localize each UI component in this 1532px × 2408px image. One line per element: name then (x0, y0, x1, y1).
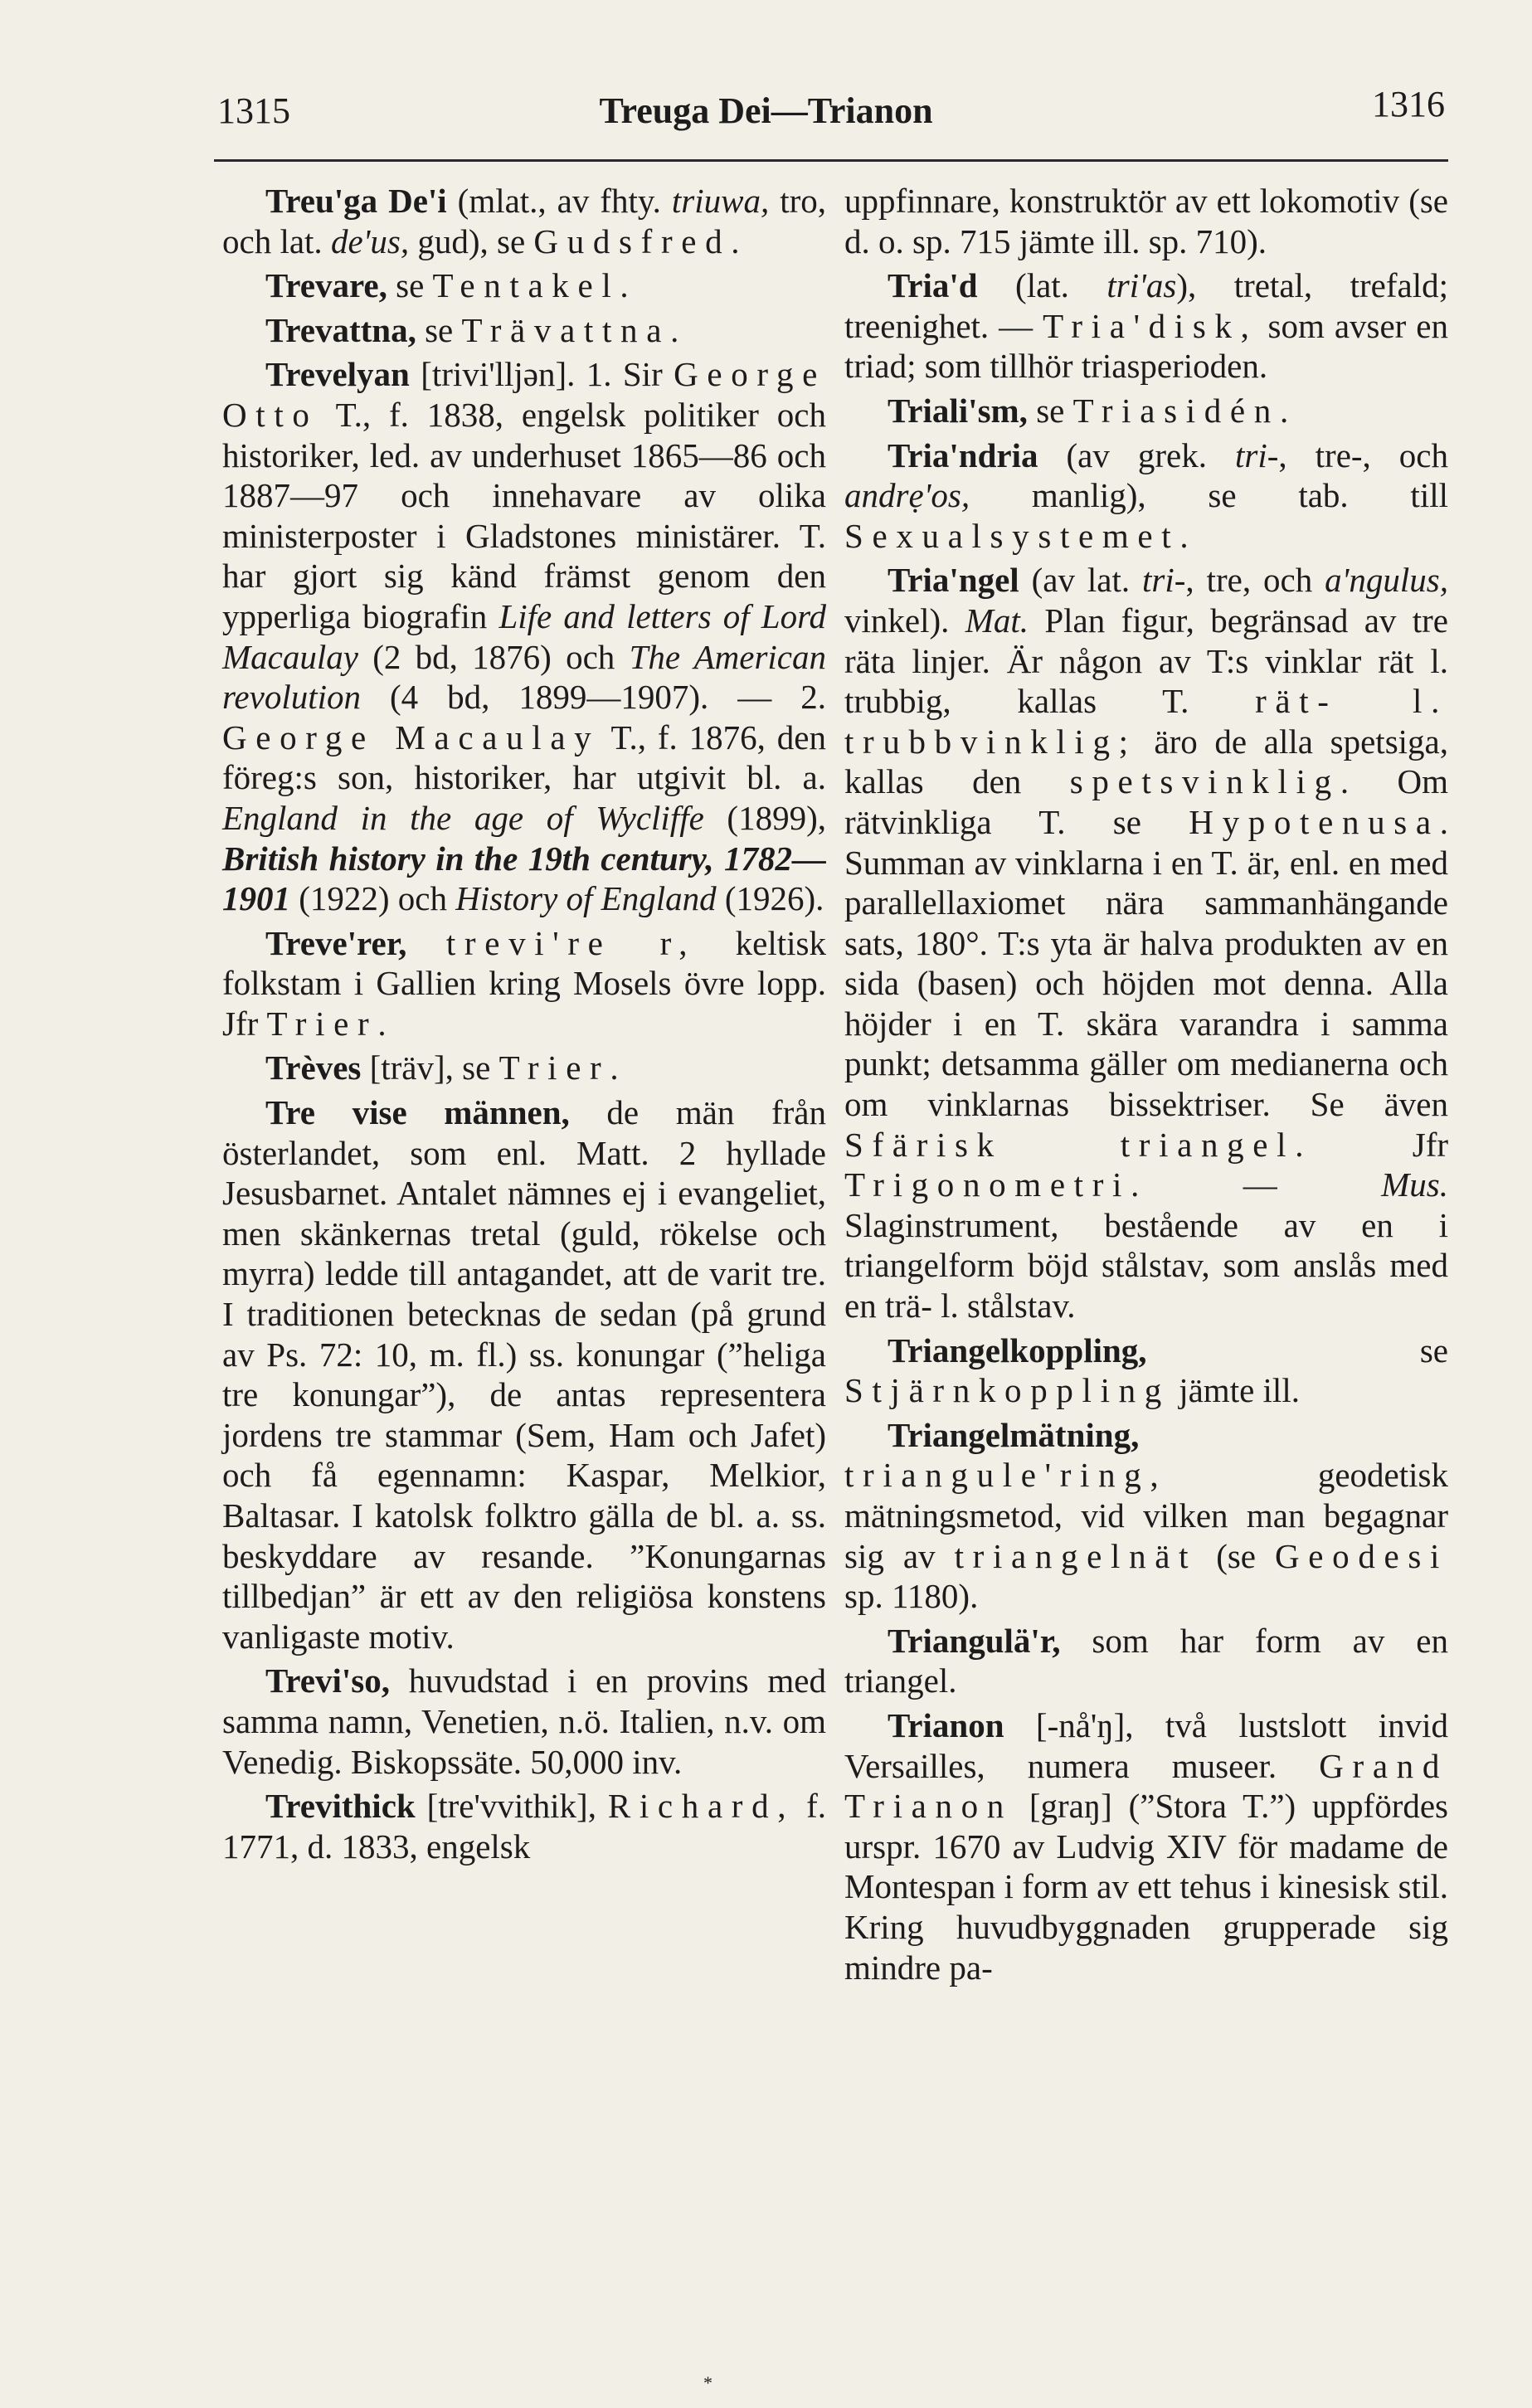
right-page-number: 1316 (1372, 84, 1445, 124)
cross-reference: Trier (499, 1048, 610, 1087)
entry-trialism: Triali'sm, se Triasidén. (888, 391, 1289, 430)
entry-treuga-dei: Treu'ga De'i (mlat., av fhty. triuwa, tro, och lat. de'us, gud), se Gudsfred. (222, 182, 826, 260)
entry-trevelyan: Trevelyan [trivi'lljən]. 1. Sir George Otto T., f. 1838, engelsk politiker och historiker, led. av underhuset 1865—86 och 1887—97 och innehavare av olika ministerposter i Gladstones ministärer. T. har gjort sig känd främst genom den ypperliga biografin Life and letters of Lord Macaulay (2 bd, 1876) och The American revolution (4 bd, 1899—1907). — 2. George Macaulay T., f. 1876, den föreg:s son, historiker, har utgivit bl. a. England in the age of Wycliffe (1899), British history in the 19th century, 1782—1901 (1922) och History of England (1926). (222, 355, 826, 918)
headword: Tria'd (888, 266, 978, 305)
headword: Trevelyan (265, 355, 410, 394)
right-column (844, 181, 1448, 1992)
headword: Tre vise männen, (265, 1093, 570, 1132)
headword: Trevithick (265, 1787, 416, 1826)
headword: Treu'ga De'i (265, 182, 447, 220)
entry-trevattna: Trevattna, se Trävattna. (265, 310, 679, 349)
cross-reference: Tentakel (432, 266, 620, 305)
entry-treverer: Treve'rer, trevi're r, keltisk folkstam i Gallien kring Mosels övre lopp. Jfr Trier. (222, 923, 827, 1043)
signature-mark: * (703, 2372, 713, 2393)
headword: Trianon (888, 1705, 1004, 1744)
header-rule (214, 159, 1448, 162)
entry-triandria: Tria'ndria (av grek. tri-, tre-, och andrẹ'os, manlig), se tab. till Sexualsystemet. (844, 435, 1449, 555)
entry-trianon: Trianon [-nå'ŋ], två lustslott invid Versailles, numera museer. Grand Trianon [graŋ] (”Stora T.”) uppfördes urspr. 1670 av Ludvig XIV för madame de Montespan i form av ett tehus i kinesisk stil. Kring huvudbyggnaden grupperade sig mindre pa- (844, 1705, 1448, 1987)
left-column (222, 181, 826, 1870)
headword: Trevi'so, (265, 1661, 390, 1700)
headword: Trevattna, (265, 310, 416, 349)
entry-triangelkoppling: Triangelkoppling, se Stjärnkoppling jämte ill. (844, 1330, 1448, 1410)
entry-tre-vise-mannen: Tre vise männen, de män från österlandet, som enl. Matt. 2 hyllade Jesusbarnet. Antalet nämnes ej i evangeliet, men skänkernas tretal (guld, rökelse och myrra) ledde till antagandet, att de varit tre. I traditionen betecknas de sedan (på grund av Ps. 72: 10, m. fl.) ss. konungar (”heliga tre konungar”), de antas representera jordens tre stammar (Sem, Ham och Jafet) och få egennamn: Kaspar, Melkior, Baltasar. I katolsk folktro gälla de bl. a. ss. beskyddare av resande. ”Konungarnas tillbedjan” är ett av den religiösa konstens vanligaste motiv. (222, 1093, 827, 1656)
cross-reference: Stjärnkoppling (844, 1371, 1170, 1410)
left-page-number: 1315 (217, 90, 290, 131)
headword: Tria'ngel (888, 561, 1019, 600)
entry-triangular: Triangulä'r, som har form av en triangel. (844, 1621, 1448, 1700)
entry-trevithick-continued: uppfinnare, konstruktör av ett lokomotiv (se d. o. sp. 715 jämte ill. sp. 710). (844, 182, 1448, 260)
headword: Triangulä'r, (888, 1621, 1061, 1660)
cross-reference: Trier (266, 1004, 378, 1043)
entry-treviso: Trevi'so, huvudstad i en provins med samma namn, Venetien, n.ö. Italien, n.v. om Venedig. Biskopssäte. 50,000 inv. (222, 1661, 826, 1781)
headword: Triangelkoppling, (888, 1330, 1147, 1369)
entry-treves: Trèves [träv], se Trier. (265, 1048, 619, 1087)
headword: Tria'ndria (888, 435, 1038, 474)
entry-trevare: Trevare, se Tentakel. (265, 266, 629, 305)
entry-triangel: Tria'ngel (av lat. tri-, tre, och a'ngulus, vinkel). Mat. Plan figur, begränsad av tre räta linjer. Är någon av T:s vinklar rät l. trubbig, kallas T. rät- l. trubbvinklig; äro de alla spetsiga, kallas den spetsvinklig. Om rätvinkliga T. se Hypotenusa. Summan av vinklarna i en T. är, enl. en med parallellaxiomet nära sammanhängande sats, 180°. T:s yta är halva produkten av en sida (basen) och höjden mot denna. Alla höjder i en T. skära varandra i samma punkt; detsamma gäller om medianerna och om vinklarnas bissektriser. Se även Sfärisk triangel. Jfr Trigonometri. — Mus. Slaginstrument, bestående av en i triangelform böjd stålstav, som anslås med en trä- l. stålstav. (844, 561, 1449, 1326)
cross-reference: Triasidén (1072, 391, 1280, 430)
headword: Trevare, (265, 266, 387, 305)
cross-reference: Trävattna (461, 310, 671, 349)
cross-reference: Sexualsystemet (844, 516, 1180, 555)
cross-reference: Geodesi (1275, 1536, 1449, 1575)
headword: Trèves (265, 1048, 362, 1087)
cross-reference: Gudsfred (533, 221, 732, 260)
entry-triangelmatning: Triangelmätning, triangule'ring, geodetisk mätningsmetod, vid vilken man begagnar sig av triangelnät (se Geodesi sp. 1180). (844, 1415, 1449, 1616)
entry-triad: Tria'd (lat. tri'as), tretal, trefald; treenighet. — Tria'disk, som avser en triad; som tillhör triasperioden. (844, 266, 1448, 386)
headword: Triali'sm, (888, 391, 1028, 430)
headword: Triangelmätning, (888, 1415, 1140, 1454)
entry-trevithick: Trevithick [tre'vvithik], Richard, f. 1771, d. 1833, engelsk (222, 1787, 827, 1866)
headword: Treve'rer, (265, 923, 407, 962)
running-title: Treuga Dei—Trianon (599, 90, 933, 131)
